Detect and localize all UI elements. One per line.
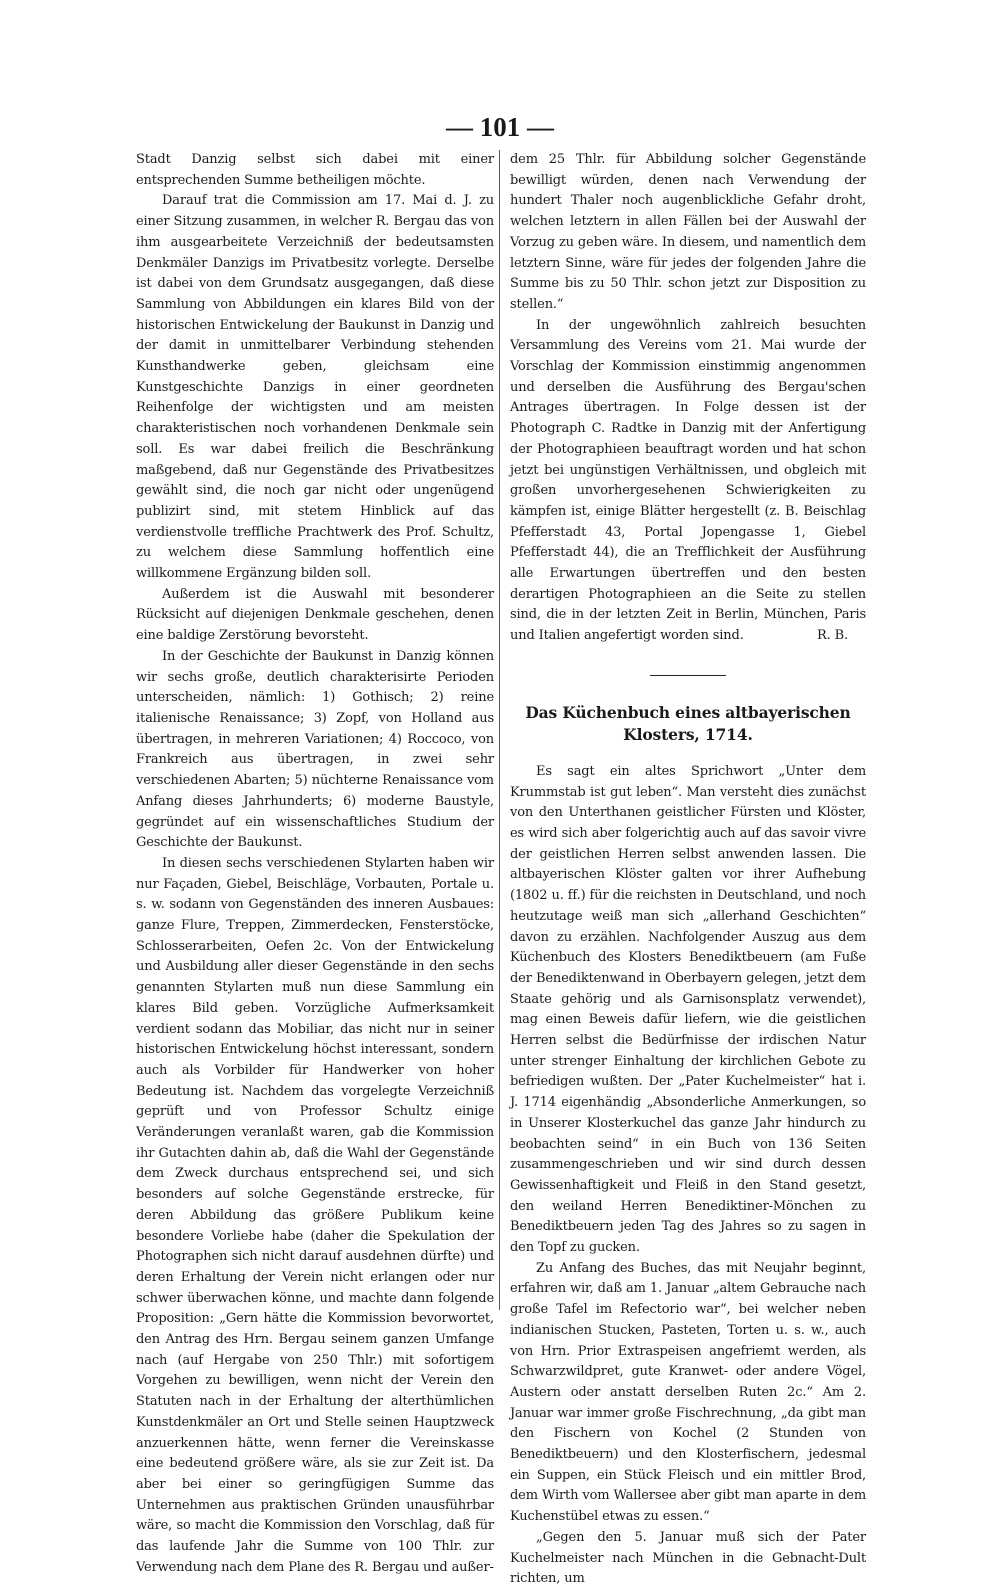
right-paragraph-2-text: In der ungewöhnlich zahlreich besuchten Versammlung des Vereins vom 21. Mai wurde der Vorschlag der Kommission einstimmig angenommen und derselben die Ausführung des Bergau'schen Antrages übertragen. In Folge dessen ist der Photograph C. Radtke in Danzig mit der Anfertigung der Photographieen beauftragt worden und hat schon jetzt bei ungünstigen Verhältnissen, und obgleich mit großen unvorhergesehenen Schwierigkeiten zu kämpfen ist, einige Blätter hergestellt (z. B. Beischlag Pfefferstadt 43, Portal Jopengasse 1, Giebel Pfefferstadt 44), die an Trefflichkeit der Ausführung alle Erwartungen übertreffen und den besten derartigen Photographieen an die Seite zu stellen sind, die in der letzten Zeit in Berlin, München, Paris und Italien angefertigt worden sind.	[510, 317, 866, 644]
section-divider	[650, 675, 726, 676]
left-paragraph-1: Stadt Danzig selbst sich dabei mit einer entsprechenden Summe betheiligen möchte.	[136, 152, 494, 188]
left-paragraph-5: In diesen sechs verschiedenen Stylarten haben wir nur Façaden, Giebel, Beischläge, Vorbauten, Portale u. s. w. sodann von Gegenständen des inneren Ausbaues: ganze Flure, Treppen, Zimmerdecken, Fensterstöcke, Schlosserarbeiten, Oefen 2c. Von der Entwickelung und Ausbildung aller dieser Gegenstände in den sechs genannten Stylarten muß nun diese Sammlung ein klares Bild geben. Vorzügliche Aufmerksamkeit verdient sodann das Mobiliar, das nicht nur in seiner historischen Entwickelung höchst interessant, sondern auch als Vorbilder für Handwerker von hoher Bedeutung ist. Nachdem das vorgelegte Verzeichniß geprüft und von Professor Schultz einige Veränderungen veranlaßt waren, gab die Kommission ihr Gutachten dahin ab, daß die Wahl der Gegenstände dem Zweck durchaus entsprechend sei, und sich besonders auf solche Gegenstände erstrecke, für deren Abbildung das größere Publikum keine besondere Vorliebe habe (daher die Spekulation der Photographen sich nicht darauf ausdehnen dürfte) und deren Erhaltung der Verein nicht erlangen oder nur schwer überwachen könne, und machte dann folgende Proposition: „Gern hätte die Kommission bevorwortet, den Antrag des Hrn. Bergau seinem ganzen Umfange nach (auf Hergabe von 250 Thlr.) mit sofortigem Vorgehen zu bewilligen, wenn nicht der Verein den Statuten nach in der Erhaltung der alterthümlichen Kunstdenkmäler an Ort und Stelle seinen Hauptzweck anzuerkennen hätte, wenn ferner die Vereinskasse eine bedeutend größere wäre, als sie zur Zeit ist. Da aber bei einer so geringfügigen Summe das Unternehmen aus praktischen Gründen unausführbar wäre, so macht die Kommission den Vorschlag, daß für das laufende Jahr die Summe von 100 Thlr. zur Verwendung nach dem Plane des R. Bergau und außer-	[136, 855, 494, 1575]
article-title: Das Küchenbuch eines altbayerischen Klosters, 1714.	[525, 702, 851, 744]
right-paragraph-2	[510, 316, 866, 647]
article-paragraph-1: Es sagt ein altes Sprichwort „Unter dem Krummstab ist gut leben“. Man versteht dies zunächst von den Unterthanen geistlicher Fürsten und Klöster, es wird sich aber folgerichtig auch auf das savoir vivre der geistlichen Herren selbst anwenden lassen. Die altbayerischen Klöster galten vor ihrer Aufhebung (1802 u. ff.) für die reichsten in Deutschland, und noch heutzutage weiß man sich „allerhand Geschichten“ davon zu erzählen. Nachfolgender Auszug aus dem Küchenbuch des Klosters Benediktbeuern (am Fuße der Benediktenwand in Oberbayern gelegen, jetzt dem Staate gehörig und als Garnisonsplatz verwendet), mag einen Beweis dafür liefern, wie die geistlichen Herren selbst die Bedürfnisse der irdischen Natur unter strenger Einhaltung der kirchlichen Gebote zu befriedigen wußten. Der „Pater Kuchelmeister“ hat i. J. 1714 eigenhändig „Absonderliche Anmerkungen, so in Unserer Klosterkuchel das ganze Jahr hindurch zu beobachten seind“ in ein Buch von 136 Seiten zusammengeschrieben und wir sind durch dessen Gewissenhaftigkeit und Fleiß in den Stand gesetzt, den weiland Herren Benediktiner-Mönchen zu Benediktbeuern jeden Tag des Jahres so zu sagen in den Topf zu gucken.	[510, 763, 866, 1256]
article-paragraph-2: Zu Anfang des Buches, das mit Neujahr beginnt, erfahren wir, daß am 1. Januar „altem Gebrauche nach große Tafel im Refectorio war“, bei welcher neben indianischen Stucken, Pasteten, Torten u. s. w., auch von Hrn. Prior Extraspeisen angefriemt werden, als Schwarzwildpret, gute Kranwet- oder andere Vögel, Austern oder anstatt derselben Ruten 2c.“ Am 2. Januar war immer große Fischrechnung, „da gibt man den Fischern von Kochel (2 Stunden von Benediktbeuern) und den Klosterfischern, jedesmal ein Suppen, ein Stück Fleisch und ein mittler Brod, dem Wirth vom Wallersee aber gibt man aparte in dem Kuchenstübel etwas zu essen.“	[510, 1260, 866, 1525]
page-number: — 101 —	[446, 112, 554, 142]
left-paragraph-3: Außerdem ist die Auswahl mit besonderer Rücksicht auf diejenigen Denkmale geschehen, denen eine baldige Zerstörung bevorsteht.	[136, 586, 494, 644]
right-paragraph-1: dem 25 Thlr. für Abbildung solcher Gegenstände bewilligt würden, denen nach Verwendung der hundert Thaler noch augenblickliche Gefahr droht, welchen letztern in allen Fällen bei der Auswahl der Vorzug zu geben wäre. In diesem, und namentlich dem letztern Sinne, wäre für jedes der folgenden Jahre die Summe bis zu 50 Thlr. schon jetzt zur Disposition zu stellen.“	[510, 152, 866, 312]
left-column	[136, 150, 494, 1575]
left-paragraph-2: Darauf trat die Commission am 17. Mai d. J. zu einer Sitzung zusammen, in welcher R. Bergau das von ihm ausgearbeitete Verzeichniß der bedeutsamsten Denkmäler Danzigs im Privatbesitz vorlegte. Derselbe ist dabei von dem Grundsatz ausgegangen, daß diese Sammlung von Abbildungen ein klares Bild von der historischen Entwickelung der Baukunst in Danzig und der damit in unmittelbarer Verbindung stehenden Kunsthandwerke geben, gleichsam eine Kunstgeschichte Danzigs in einer geordneten Reihenfolge der wichtigsten und am meisten charakteristischen noch vorhandenen Denkmale sein soll. Es war dabei freilich die Beschränkung maßgebend, daß nur Gegenstände des Privatbesitzes gewählt sind, die noch gar nicht oder ungenügend publizirt sind, mit stetem Hinblick auf das verdienstvolle treffliche Prachtwerk des Prof. Schultz, zu welchem diese Sammlung hoffentlich eine willkommene Ergänzung bilden soll.	[136, 193, 494, 582]
author-signature: R. B.	[817, 628, 848, 644]
article-paragraph-3: „Gegen den 5. Januar muß sich der Pater Kuchelmeister nach München in die Gebnacht-Dult richten, um	[510, 1529, 866, 1587]
column-divider	[499, 150, 500, 1310]
right-column	[510, 150, 866, 1587]
left-paragraph-4: In der Geschichte der Baukunst in Danzig können wir sechs große, deutlich charakterisirte Perioden unterscheiden, nämlich: 1) Gothisch; 2) reine italienische Renaissance; 3) Zopf, von Holland aus übertragen, in mehreren Variationen; 4) Roccoco, von Frankreich aus übertragen, in zwei sehr verschiedenen Abarten; 5) nüchterne Renaissance vom Anfang dieses Jahrhunderts; 6) moderne Baustyle, gegründet auf ein wissenschaftliches Studium der Geschichte der Baukunst.	[136, 648, 494, 851]
